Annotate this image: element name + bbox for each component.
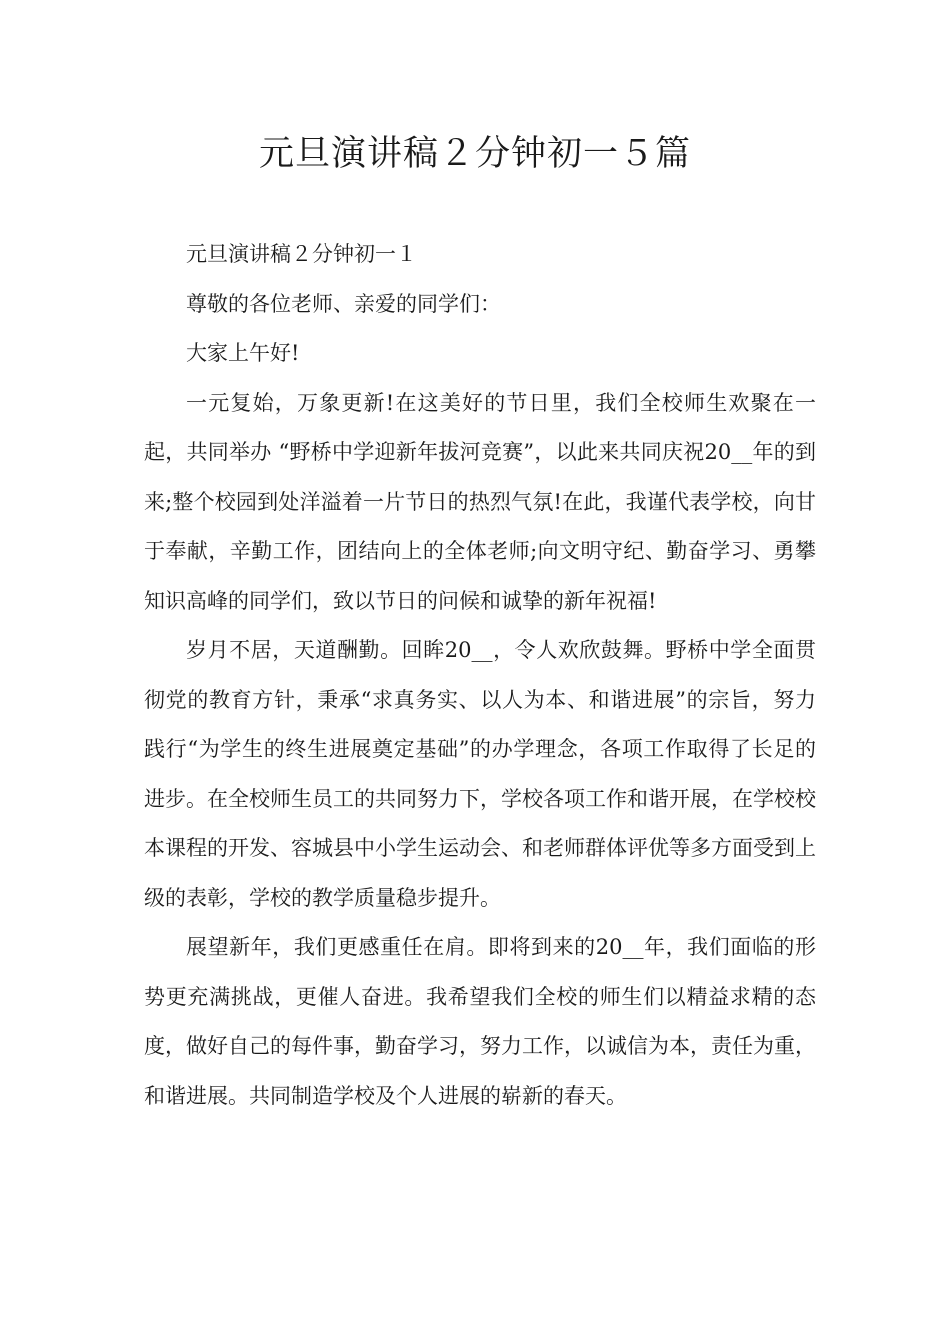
body-paragraph: 岁月不居，天道酬勤。回眸20__，令人欢欣鼓舞。野桥中学全面贯彻党的教育方针，秉承“求真务实、以人为本、和谐进展”的宗旨，努力践行“为学生的终生进展奠定基础”的办学理念，各项工作取得了长足的进步。在全校师生员工的共同努力下，学校各项工作和谐开展，在学校校本课程的开发、容城县中小学生运动会、和老师群体评优等多方面受到上级的表彰，学校的教学质量稳步提升。 [144, 638, 816, 910]
body-paragraph: 一元复始，万象更新!在这美好的节日里，我们全校师生欢聚在一起，共同举办 “野桥中学迎新年拔河竞赛”，以此来共同庆祝20__年的到来;整个校园到处洋溢着一片节日的热烈气氛!在此，我谨代表学校，向甘于奉献，辛勤工作，团结向上的全体老师;向文明守纪、勤奋学习、勇攀知识高峰的同学们，致以节日的问候和诚挚的新年祝福! [144, 390, 816, 613]
section-heading: 元旦演讲稿２分钟初一１ [186, 242, 417, 266]
salutation: 尊敬的各位老师、亲爱的同学们： [186, 291, 501, 316]
document-body [144, 230, 816, 1121]
body-paragraph: 展望新年，我们更感重任在肩。即将到来的20__年，我们面临的形势更充满挑战，更催人奋进。我希望我们全校的师生们以精益求精的态度，做好自己的每件事，勤奋学习，努力工作，以诚信为本，责任为重，和谐进展。共同制造学校及个人进展的崭新的春天。 [144, 935, 816, 1108]
document-title: 元旦演讲稿２分钟初一５篇 [258, 134, 691, 174]
greeting: 大家上午好! [186, 341, 300, 365]
